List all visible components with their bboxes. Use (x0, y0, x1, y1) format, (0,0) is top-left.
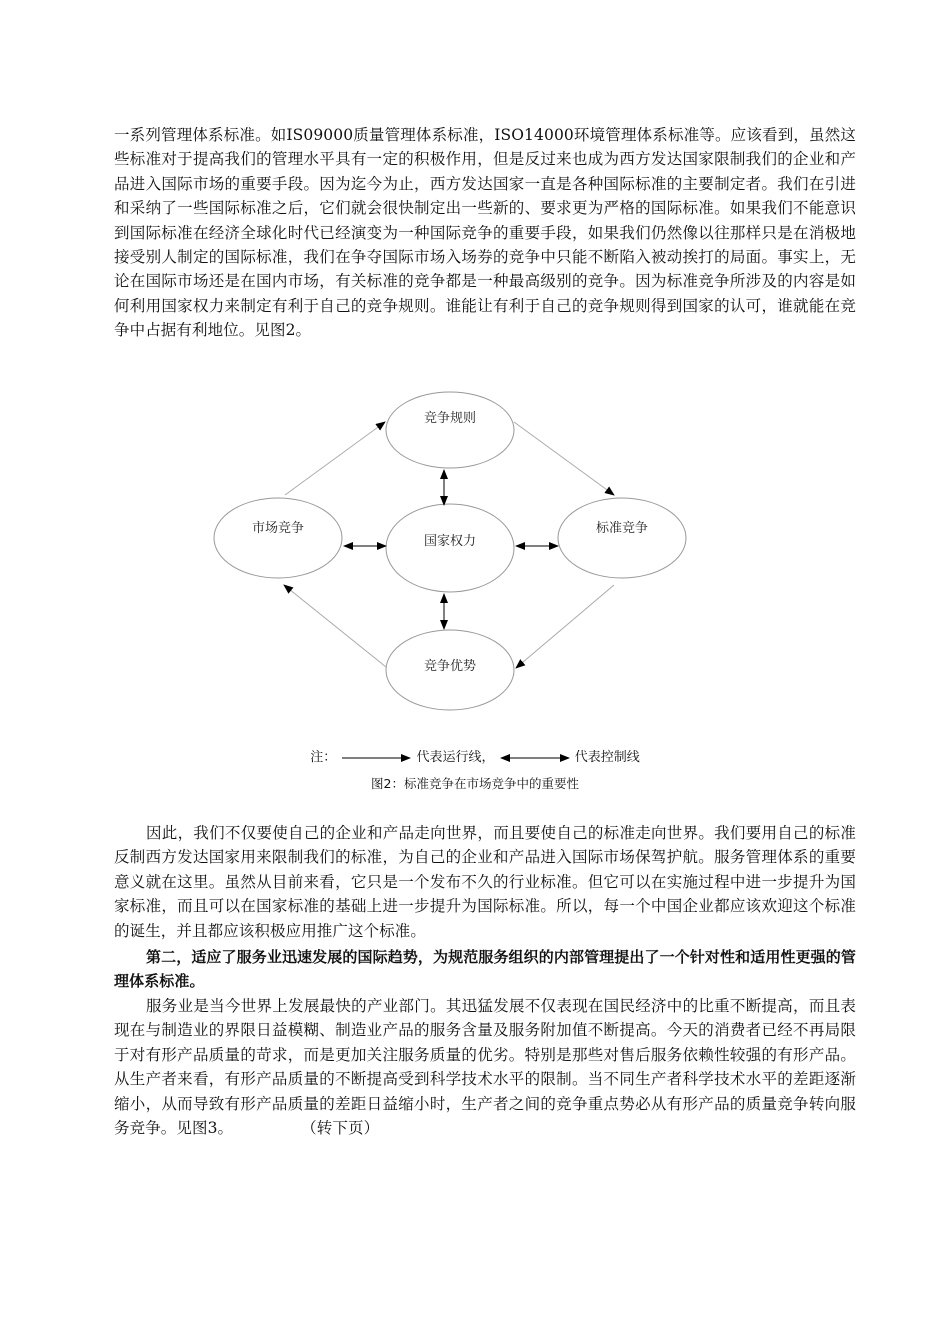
legend-control-line-icon (499, 752, 571, 764)
run-line-advantage-to-market (284, 585, 386, 667)
label-competitive-advantage: 竞争优势 (423, 659, 477, 674)
label-competition-rules: 竞争规则 (423, 411, 477, 426)
figure-legend (0, 748, 950, 769)
node-market-competition (214, 498, 342, 578)
run-line-standard-to-advantage (516, 585, 614, 668)
paragraph-4-text: 服务业是当今世界上发展最快的产业部门。其迅猛发展不仅表现在国民经济中的比重不断提高，而且表现在与制造业的界限日益模糊、制造业产品的服务含量及服务附加值不断提高。今天的消费者已经不再局限于对有形产品质量的苛求，而是更加关注服务质量的优劣。特别是那些对售后服务依赖性较强的有形产品。从生产者来看，有形产品质量的不断提高受到科学技术水平的限制。当不同生产者科学技术水平的差距逐渐缩小，从而导致有形产品质量的差距日益缩小时，生产者之间的竞争重点势必从有形产品的质量竞争转向服务竞争。见图3。 (114, 997, 856, 1138)
paragraph-4 (114, 994, 856, 1140)
paragraph-1: 一系列管理体系标准。如IS09000质量管理体系标准，ISO14000环境管理体系标准等。应该看到，虽然这些标准对于提高我们的管理水平具有一定的积极作用，但是反过来也成为西方发达国家限制我们的企业和产品进入国际市场的重要手段。因为迄今为止，西方发达国家一直是各种国际标准的主要制定者。我们在引进和采纳了一些国际标准之后，它们就会很快制定出一些新的、要求更为严格的国际标准。如果我们不能意识到国际标准在经济全球化时代已经演变为一种国际竞争的重要手段，如果我们仍然像以往那样只是在消极地接受别人制定的国际标准，我们在争夺国际市场入场券的竞争中只能不断陷入被动挨打的局面。事实上，无论在国际市场还是在国内市场，有关标准的竞争都是一种最高级别的竞争。因为标准竞争所涉及的内容是如何利用国家权力来制定有利于自己的竞争规则。谁能让有利于自己的竞争规则得到国家的认可，谁就能在竞争中占据有利地位。见图2。 (114, 126, 856, 340)
label-standard-competition: 标准竞争 (595, 521, 649, 536)
paragraph-3-heading: 第二，适应了服务业迅速发展的国际趋势，为规范服务组织的内部管理提出了一个针对性和适用性更强的管理体系标准。 (114, 948, 856, 991)
continued-next-page: （转下页） (301, 1119, 380, 1138)
figure-caption: 图2：标准竞争在市场竞争中的重要性 (371, 776, 579, 791)
run-line-market-to-rules (285, 422, 385, 495)
legend-prefix: 注： (310, 750, 337, 765)
legend-run-line-label: 代表运行线， (416, 750, 495, 765)
label-market-competition: 市场竞争 (251, 521, 305, 536)
legend-run-line-icon (340, 752, 412, 764)
paragraph-2: 因此，我们不仅要使自己的企业和产品走向世界，而且要使自己的标准走向世界。我们要用自己的标准反制西方发达国家用来限制我们的标准，为自己的企业和产品进入国际市场保驾护航。服务管理体系的重要意义就在这里。虽然从目前来看，它只是一个发布不久的行业标准。但它可以在实施过程中进一步提升为国家标准，而且可以在国家标准的基础上进一步提升为国际标准。所以，每一个中国企业都应该欢迎这个标准的诞生，并且都应该积极应用推广这个标准。 (114, 824, 856, 940)
node-competition-rules (386, 392, 514, 468)
figure-2-diagram (200, 380, 700, 720)
node-standard-competition (558, 498, 686, 578)
legend-control-line-label: 代表控制线 (574, 750, 640, 765)
label-state-power: 国家权力 (423, 534, 477, 549)
run-line-rules-to-standard (514, 422, 614, 495)
